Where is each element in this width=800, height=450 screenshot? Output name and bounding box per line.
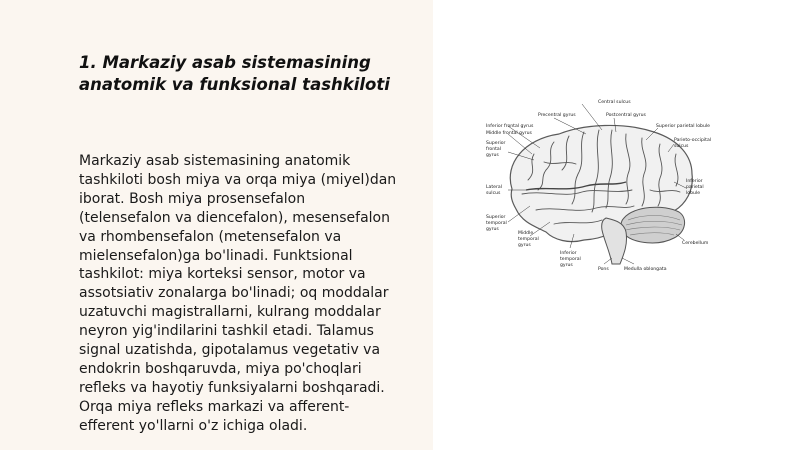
body-line: va rhombensefalon (metensefalon va [79,228,342,245]
label-inferior-parietal-lobule [686,178,705,196]
label-postcentral-gyrus: Postcentral gyrus [606,113,646,118]
slide-title-line-2: anatomik va funksional tashkiloti [79,75,390,94]
label-parieto-occipital-sulcus-line-1: Parieto-occipital [674,138,712,143]
label-middle-temporal-gyrus-line-2: temporal [518,237,539,242]
label-cerebellum: Cerebellum [682,241,709,246]
body-line: endokrin boshqaruvda, miya po'choqlari [79,360,362,377]
body-line: iborat. Bosh miya prosensefalon [79,190,306,207]
label-inferior-frontal-gyrus: Inferior frontal gyrus [486,124,534,129]
brain-diagram [474,94,724,280]
label-parieto-occipital-sulcus-line-2: sulcus [674,144,689,149]
body-line: mielensefalon)ga bo'linadi. Funktsional [79,247,353,264]
label-inferior-parietal-lobule-line-2: parietal [686,185,704,190]
label-inferior-temporal-gyrus-line-3: gyrus [560,263,573,268]
body-line: Markaziy asab sistemasining anatomik [79,153,351,169]
slide-title-line-1: 1. Markaziy asab sistemasining [79,53,371,72]
label-superior-temporal-gyrus-line-2: temporal [486,221,507,226]
label-superior-frontal-gyrus-line-1: Superior [486,141,506,146]
body-line: efferent yo'llarni o'z ichiga oladi. [79,417,308,434]
label-middle-temporal-gyrus-line-3: gyrus [518,243,531,248]
label-precentral-gyrus: Precentral gyrus [538,113,576,118]
body-line: assotsiativ zonalarga bo'linadi; oq moddalar [79,285,389,302]
label-superior-frontal-gyrus [486,140,507,158]
label-middle-temporal-gyrus [518,230,540,248]
body-line: signal uzatishda, gipotalamus vegetativ va [79,342,381,359]
label-inferior-parietal-lobule-line-3: lobule [686,191,701,196]
label-superior-temporal-gyrus [486,214,508,232]
label-superior-frontal-gyrus-line-2: frontal [486,147,502,152]
body-line: refleks va hayotiy funksiyalarni boshqaradi. [79,379,385,396]
label-parieto-occipital-sulcus [674,137,713,149]
brainstem-shape [602,218,627,264]
body-line: Orqa miya refleks markazi va afferent- [79,398,350,415]
label-central-sulcus: Central sulcus [598,100,631,105]
label-middle-temporal-gyrus-line-1: Middle [518,231,534,236]
slide-title [79,52,419,96]
label-superior-parietal-lobule: Superior parietal lobule [656,124,710,129]
label-lateral-sulcus-line-1: Lateral [486,185,502,190]
label-superior-temporal-gyrus-line-1: Superior [486,215,506,220]
cerebellum-shape [621,207,685,243]
label-inferior-parietal-lobule-line-1: Inferior [686,179,703,184]
body-line: (telensefalon va diencefalon), mesensefalon [79,209,390,226]
label-inferior-temporal-gyrus-line-2: temporal [560,257,581,262]
label-middle-frontal-gyrus: Middle frontal gyrus [486,131,532,136]
slide-body-text [79,152,429,436]
body-line: tashkilot: miya korteksi sensor, motor va [79,266,366,283]
label-superior-temporal-gyrus-line-3: gyrus [486,227,499,232]
body-line: tashkiloti bosh miya va orqa miya (miyel)dan [79,171,397,188]
label-inferior-temporal-gyrus [560,250,582,268]
label-lateral-sulcus [486,184,503,196]
label-medulla-oblongata: Medulla oblongata [624,267,667,272]
label-pons: Pons [598,267,609,272]
body-line: uzatuvchi magistrallarni, kulrang moddalar [79,304,381,321]
label-superior-frontal-gyrus-line-3: gyrus [486,153,499,158]
label-lateral-sulcus-line-2: sulcus [486,191,501,196]
body-line: neyron yig'indilarini tashkil etadi. Talamus [79,323,374,340]
label-inferior-temporal-gyrus-line-1: Inferior [560,251,577,256]
brain-diagram-svg [474,94,724,280]
